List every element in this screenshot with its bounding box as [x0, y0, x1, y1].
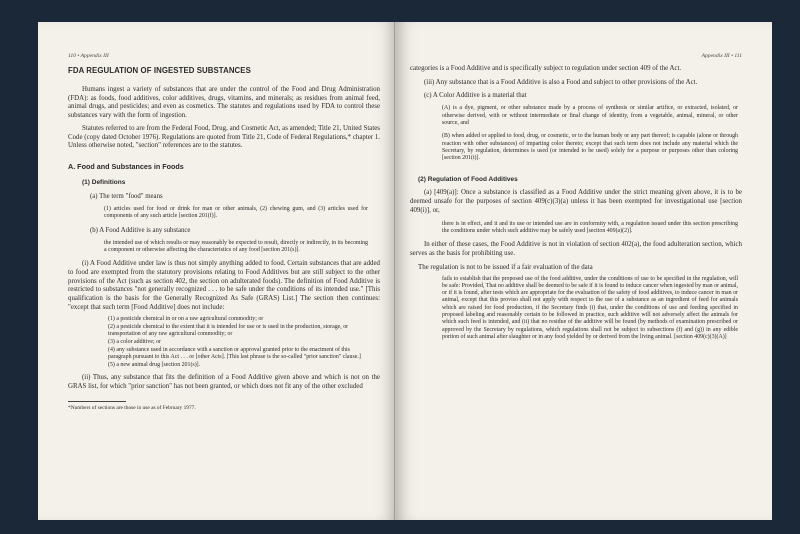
quote-safety-proviso: fails to establish that the proposed use of the food additive, under the conditions of use to be specified in the regulation, will be safe: Provided, That no additive shall be deemed to be safe if it is found to induce cancer when ingested by man or animal, or if it is found, after tests which are appropriate for the evaluation of the safety of food additives, to induce cancer in man or animal, except that this proviso shall not apply with respect to the use of a substance as an ingredient of feed for animals which are raised for food production, if the Secretary finds (i) that, under the conditions of use and feeding specified in proposed labeling and reasonably certain to be followed in practice, such additive will not adversely affect the animals for which such feed is intended, and (ii) that no residue of the additive will be found (by methods of examination prescribed or approved by the Secretary by regulations, which regulations shall not be subject to subsections (f) and (g)) in any edible portion of such animal after slaughter or in any food yielded by or derived from the living animal. [section 409(c)(3)(A)] [442, 275, 738, 340]
document-title: FDA REGULATION OF INGESTED SUBSTANCES [68, 66, 251, 75]
definitions-heading: (1) Definitions [82, 178, 126, 186]
item-a-definition: (1) articles used for food or drink for man or other animals, (2) chewing gum, and (3) articles used for components of any such article [section 201(f)]. [104, 205, 368, 220]
footnote: *Numbers of sections are those in use as of February 1977. [68, 405, 196, 412]
paragraph-ii: (ii) Thus, any substance that fits the definition of a Food Additive given above and which is not on the GRAS list, for which "prior sanction" has not been granted, or which does not fit any of the other excluded [68, 373, 380, 390]
intro-paragraph-2: Statutes referred to are from the Federal Food, Drug, and Cosmetic Act, as amended; Title 21, United States Code (copy dated October 1976). Regulations are quoted from Title 21, Code of Federal Regulations,* chapter 1. Unless otherwise noted, "section" references are to the statutes. [68, 124, 380, 150]
section-a-heading: A. Food and Substances in Foods [68, 161, 184, 171]
exclusion-item: (2) a pesticide chemical to the extent that it is intended for use or is used in the production, storage, or transportation of any raw agricultural commodity; or [108, 324, 349, 338]
item-c-heading: (c) A Color Additive is a material that [424, 92, 527, 100]
exclusion-item: (3) a color additive; or [108, 339, 161, 345]
right-page [396, 22, 772, 520]
exclusion-item: (1) a pesticide chemical in or on a raw agricultural commodity; or [108, 316, 264, 323]
exclusion-item: (4) any substance used in accordance with a sanction or approval granted prior to the enactment of this paragraph pursuant to this Act . . . or [other Acts]. [This last phrase is the so-called "prior sanction" clause.] [108, 346, 361, 360]
running-head-left: 110 • Appendix III [68, 53, 109, 59]
footnote-rule [68, 401, 126, 402]
item-b-definition: the intended use of which results or may reasonably be expected to result, directly or indirectly, in its becoming a component or otherwise affecting the characteristics of any food [section 201(s)]. [104, 239, 368, 253]
paragraph-2a: (a) [409(a)]: Once a substance is classified as a Food Additive under the strict meaning given above, it is to be deemed unsafe for the purposes of section 409(c)(3)(a) unless it has been exempted for investigational use [section 409(i)], or, [410, 189, 742, 214]
item-c-part-a: (A) is a dye, pigment, or other substance made by a process of synthesis or similar artifice, or extracted, isolated, or otherwise derived, with or without intermediate or final change of identity, from a vegetable, animal, mineral, or other source, and [442, 105, 738, 126]
intro-paragraph-1: Humans ingest a variety of substances that are under the control of the Food and Drug Administration (FDA): as foods, food additives, color additives, drugs, vitamins, and minerals; as residues from animal feed, animal drugs, and pesticides; and even as cosmetics. The statutes and regulations used by FDA to control these substances vary with the form of ingestion. [68, 86, 380, 120]
quote-regulation-conformity: there is in effect, and it and its use or intended use are in conformity with, a regulation issued under this section prescribing the conditions under which such additive may be safely used [section 409(a)(2)]. [442, 220, 738, 234]
running-head-right: Appendix III • 111 [701, 53, 742, 59]
item-a-heading: (a) The term "food" means [90, 192, 163, 200]
left-page [38, 22, 396, 520]
paragraph-iii: (iii) Any substance that is a Food Additive is also a Food and subject to other provisions of the Act. [424, 78, 698, 86]
regulation-heading: (2) Regulation of Food Additives [418, 176, 518, 184]
item-b-heading: (b) A Food Additive is any substance [90, 226, 191, 234]
exclusions-list [108, 316, 368, 369]
item-c-part-b: (B) when added or applied to food, drug, or cosmetic, or to the human body or any part thereof; is capable (alone or through reaction with other substances) of imparting color thereto; except that such term does not include any material which the Secretary, by regulation, determines is used (or intended to be used) solely for a purpose or purposes other than coloring [section 201(t)]. [442, 133, 738, 162]
exclusion-item: (5) a new animal drug [section 201(s)]. [108, 361, 201, 368]
paragraph-i: (i) A Food Additive under law is thus not simply anything added to food. Certain substances that are added to food are exempted from the statutory provisions relating to Food Additives but are still subject to the other provisions of the Act (such as section 402, the section on adulterated foods). The definition of Food Additive is restricted to substances "not generally recognized . . . to be safe under the conditions of its intended use." [This qualification is the basis for the Generally Recognized As Safe (GRAS) List.] The section then continues: "except that such term [Food Additive] does not include: [68, 260, 380, 311]
paragraph-either-case: In either of these cases, the Food Additive is not in violation of section 402(a), the food adulteration section, which serves as the basis for prohibiting use. [410, 241, 742, 257]
lead-in-sentence: The regulation is not to be issued if a fair evaluation of the data [418, 263, 593, 271]
continuation-text: categories is a Food Additive and is specifically subject to regulation under section 409 of the Act. [410, 65, 682, 72]
